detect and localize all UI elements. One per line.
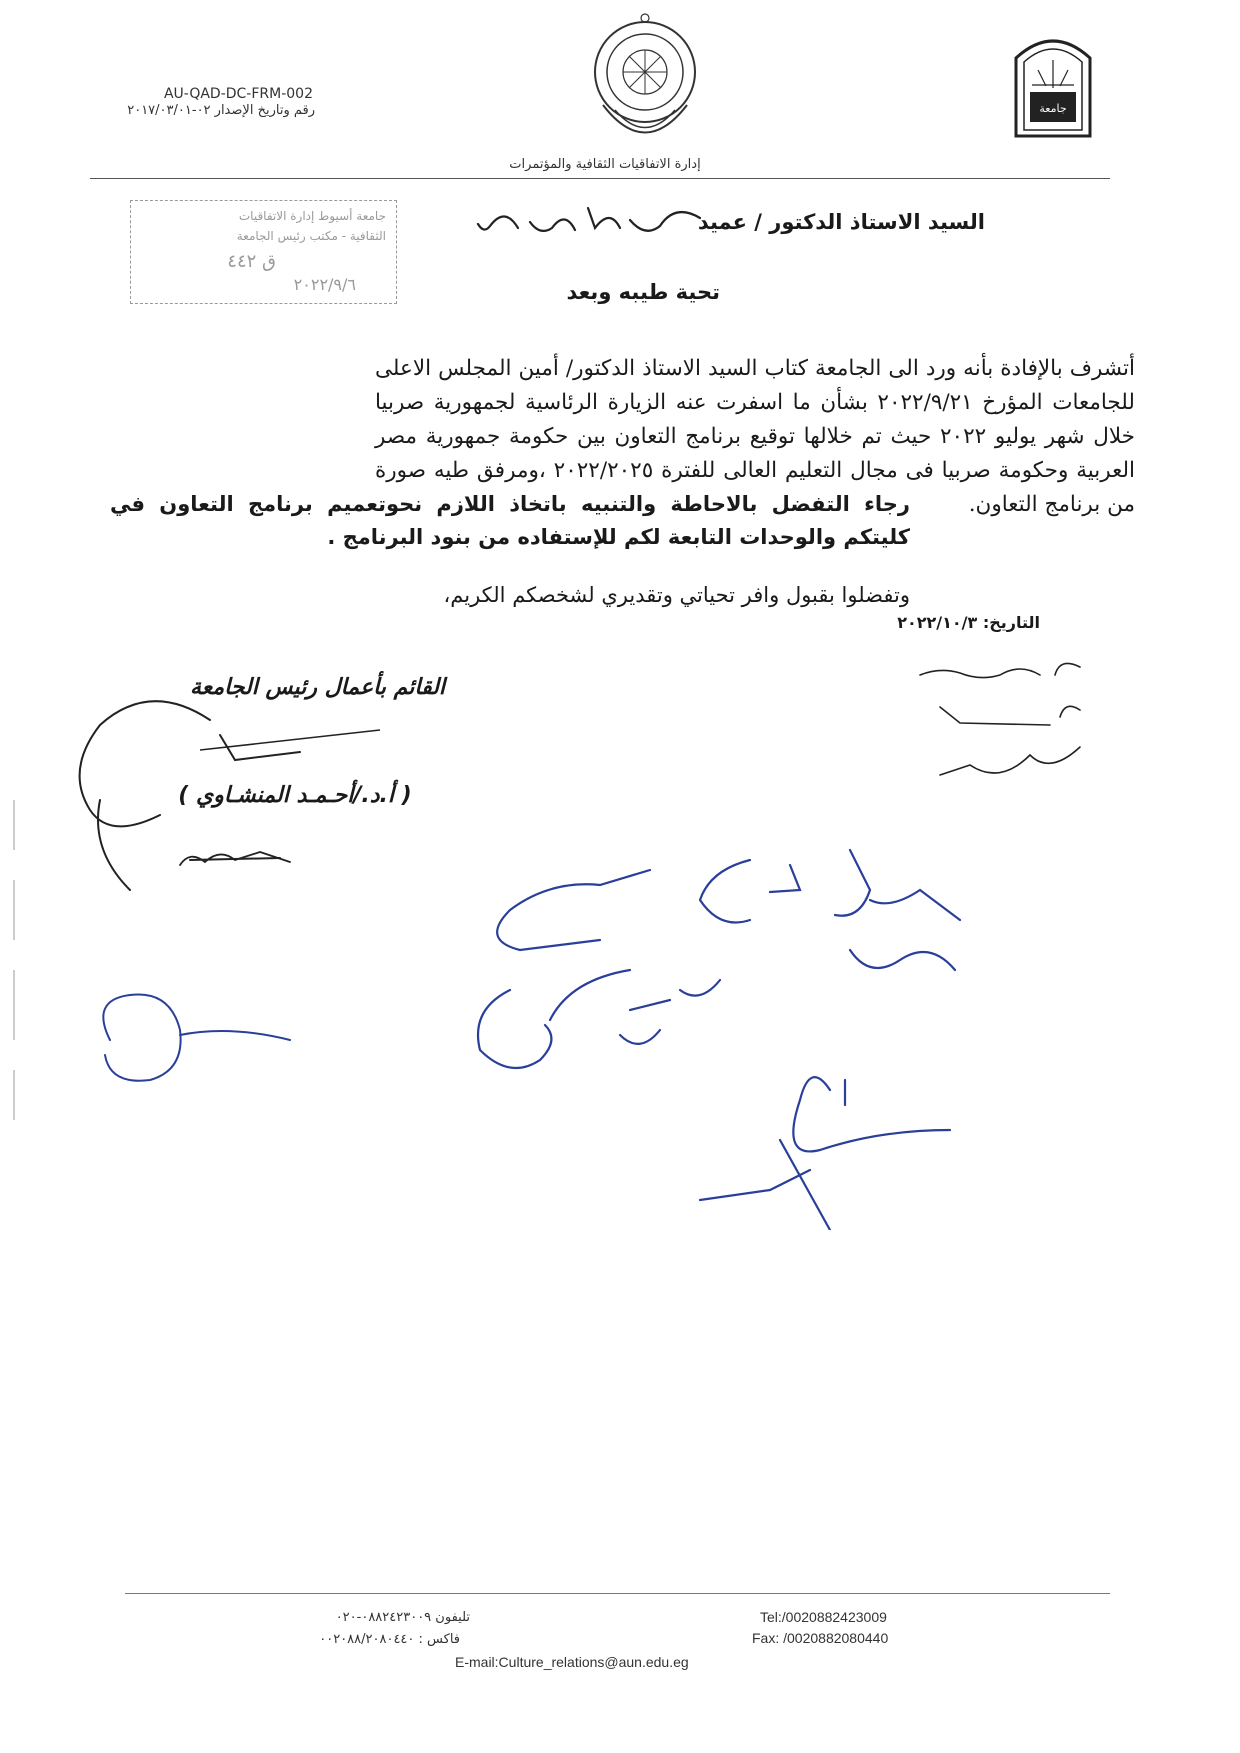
stamp-line: الثقافية - مكتب رئيس الجامعة — [236, 229, 386, 243]
svg-text:جامعة: جامعة — [1039, 102, 1067, 115]
handwritten-blue-annotation — [450, 830, 970, 1230]
incoming-stamp — [130, 200, 397, 304]
footer-tel: Tel:/0020882423009 — [760, 1609, 887, 1625]
signer-title: القائم بأعمال رئيس الجامعة — [189, 675, 446, 700]
footer-fax: Fax: /0020882080440 — [752, 1630, 889, 1646]
issue-label: رقم وتاريخ الإصدار ٠٢-٢٠١٧/٠٣/٠١ — [127, 103, 315, 118]
handwritten-flourish — [70, 980, 330, 1100]
letter-date: التاريخ: ٢٠٢٢/١٠/٣ — [897, 613, 1040, 632]
university-logo-icon — [1012, 30, 1094, 140]
greeting: تحية طيبه وبعد — [566, 280, 720, 304]
stamp-line: ق ٤٤٢ — [227, 251, 276, 272]
margin-faint-text — [4, 790, 24, 1130]
signer-name: ( أ.د./أحـمـد المنشـاوي ) — [178, 783, 412, 808]
footer-fax-ar: فاكس : ٠٠٢٠٨٨/٢٠٨٠٤٤٠ — [319, 1632, 460, 1647]
request-paragraph: رجاء التفضل بالاحاطة والتنبيه باتخاذ اللازم نحوتعميم برنامج التعاون في كليتكم والوحدات التابعة لكم للإستفاده من بنود البرنامج . — [110, 492, 910, 549]
footer-divider — [125, 1593, 1110, 1594]
salutation: السيد الاستاذ الدكتور / عميد — [697, 210, 985, 234]
stamp-line: جامعة أسيوط إدارة الاتفاقيات — [238, 209, 386, 223]
header-divider — [90, 178, 1110, 179]
footer-email[interactable]: E-mail:Culture_relations@aun.edu.eg — [455, 1654, 689, 1670]
department-emblem-icon — [575, 10, 715, 160]
department-name: إدارة الاتفاقيات الثقافية والمؤتمرات — [509, 157, 701, 172]
stamp-line: ٢٠٢٢/٩/٦ — [293, 275, 356, 294]
handwritten-margin-note — [880, 655, 1110, 795]
form-code: AU-QAD-DC-FRM-002 — [163, 86, 313, 102]
body-paragraph: أتشرف بالإفادة بأنه ورد الى الجامعة كتاب السيد الاستاذ الدكتور/ أمين المجلس الاعلى للجامعات المؤرخ ٢٠٢٢/٩/٢١ بشأن ما اسفرت عنه الزيارة الرئاسية لجمهورية صربيا خلال شهر يوليو ٢٠٢٢ حيث تم خلالها توقيع برنامج التعاون بين حكومة جمهورية مصر العربية وحكومة صربيا فى مجال التعليم العالى للفترة ٢٠٢٢/٢٠٢٥ ،ومرفق طيه صورة من برنامج التعاون. — [375, 356, 1135, 517]
handwritten-faculty-name — [470, 198, 710, 246]
footer-phone-ar: تليفون ٠٨٨٢٤٢٣٠٠٩-٠٢٠ — [335, 1610, 470, 1625]
president-signature — [60, 690, 400, 910]
closing-line: وتفضلوا بقبول وافر تحياتي وتقديري لشخصكم الكريم، — [443, 583, 910, 607]
